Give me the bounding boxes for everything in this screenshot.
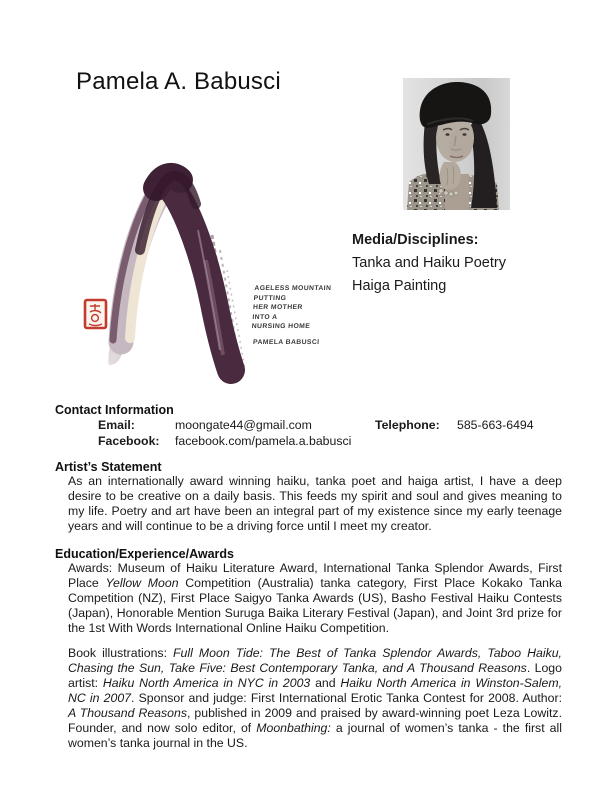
artist-seal-stamp [85, 300, 106, 328]
media-discipline-item: Haiga Painting [352, 278, 447, 294]
media-disciplines-section [352, 229, 582, 298]
media-discipline-item: Tanka and Haiku Poetry [352, 255, 506, 271]
brushstroke-mountain-art [60, 140, 350, 400]
facebook-value: facebook.com/pamela.a.babusci [175, 434, 352, 448]
haiga-poem-text: AGELESS MOUNTAIN PUTTING HER MOTHER INTO A NURSING HOME [251, 285, 332, 331]
telephone-label: Telephone: [375, 418, 440, 432]
email-label: Email: [98, 418, 135, 432]
artist-portrait-photo [403, 78, 510, 210]
haiga-painting [60, 140, 350, 400]
page-title: Pamela A. Babusci [76, 68, 281, 95]
facebook-label: Facebook: [98, 434, 160, 448]
media-disciplines-heading: Media/Disciplines: [352, 232, 479, 248]
statement-heading: Artist’s Statement [55, 460, 162, 474]
telephone-value: 585-663-6494 [457, 418, 534, 432]
statement-paragraph: As an internationally award winning haiku, tanka poet and haiga artist, I have a deep desire to be creative on a daily basis. This feeds my spirit and soul and gives meaning to my life. Poetry and art have been an integral part of my existence since my early teenage years and will continue to be a driving force until I meet my creator. [68, 474, 562, 533]
portrait-illustration [403, 78, 510, 210]
education-heading: Education/Experience/Awards [55, 547, 234, 561]
awards-paragraph: Awards: Museum of Haiku Literature Award, International Tanka Splendor Awards, First Place Yellow Moon Competition (Australia) tanka category, First Place Kokako Tanka Competition (NZ), First Place Saigyo Tanka Awards (US), Basho Festival Haiku Contests (Japan), Honorable Mention Suruga Baika Literary Festival (Japan), and Joint 3rd prize for the 1st With Words International Online Haiku Competition. [68, 561, 562, 635]
books-paragraph: Book illustrations: Full Moon Tide: The Best of Tanka Splendor Awards, Taboo Haiku, Chasing the Sun, Take Five: Best Contemporary Tanka, and A Thousand Reasons. Logo artist: Haiku North America in NYC in 2003 and Haiku North America in Winston-Salem, NC in 2007. Sponsor and judge: First International Erotic Tanka Contest for 2008. Author: A Thousand Reasons, published in 2009 and praised by award-winning poet Leza Lowitz. Founder, and now solo editor, of Moonbathing: a journal of women’s tanka - the first all women’s tanka journal in the US. [68, 646, 562, 750]
haiga-signature: PAMELA BABUSCI [252, 339, 320, 346]
email-value: moongate44@gmail.com [175, 418, 312, 432]
contact-heading: Contact Information [55, 403, 174, 417]
